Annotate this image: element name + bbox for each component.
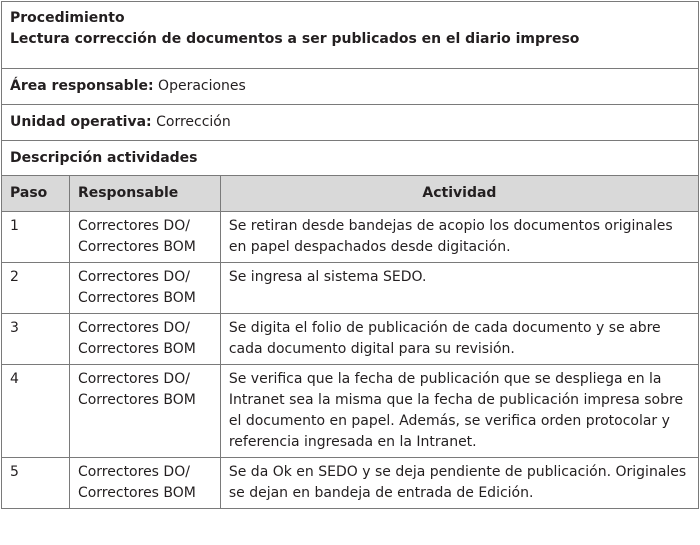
- area-label: Área responsable:: [10, 78, 154, 94]
- unit-value: Corrección: [156, 114, 231, 130]
- area-value: Operaciones: [158, 78, 246, 94]
- column-header-activity: Actividad: [220, 176, 698, 212]
- unit-row: [2, 105, 699, 141]
- step-activity: Se verifica que la fecha de publicación que se despliega en la Intranet sea la misma que la fecha de publicación impresa sobre el documento en papel. Además, se verifica orden protocolar y referencia ingresada en la Intranet.: [220, 365, 698, 458]
- step-activity: Se da Ok en SEDO y se deja pendiente de publicación. Originales se dejan en bandeja de entrada de Edición.: [220, 458, 698, 509]
- step-number: 4: [2, 365, 70, 458]
- step-number: 2: [2, 263, 70, 314]
- step-responsible: Correctores DO/ Correctores BOM: [69, 458, 220, 509]
- step-number: 3: [2, 314, 70, 365]
- procedure-header-row: [2, 2, 699, 69]
- column-header-row: [2, 176, 699, 212]
- table-row: [2, 458, 699, 509]
- table-row: [2, 263, 699, 314]
- table-row: [2, 365, 699, 458]
- step-number: 5: [2, 458, 70, 509]
- table-row: [2, 314, 699, 365]
- unit-label: Unidad operativa:: [10, 114, 152, 130]
- column-header-step: Paso: [2, 176, 70, 212]
- step-activity: Se digita el folio de publicación de cada documento y se abre cada documento digital para su revisión.: [220, 314, 698, 365]
- procedure-header: [2, 2, 699, 69]
- procedure-title: Lectura corrección de documentos a ser publicados en el diario impreso: [10, 31, 580, 47]
- step-responsible: Correctores DO/ Correctores BOM: [69, 314, 220, 365]
- step-activity: Se retiran desde bandejas de acopio los documentos originales en papel despachados desde digitación.: [220, 212, 698, 263]
- step-activity: Se ingresa al sistema SEDO.: [220, 263, 698, 314]
- step-number: 1: [2, 212, 70, 263]
- procedure-label: Procedimiento: [10, 10, 125, 26]
- step-responsible: Correctores DO/ Correctores BOM: [69, 365, 220, 458]
- step-responsible: Correctores DO/ Correctores BOM: [69, 263, 220, 314]
- column-header-responsible: Responsable: [69, 176, 220, 212]
- table-row: [2, 212, 699, 263]
- description-row: [2, 141, 699, 176]
- step-responsible: Correctores DO/ Correctores BOM: [69, 212, 220, 263]
- description-label: Descripción actividades: [2, 141, 699, 176]
- area-row: [2, 69, 699, 105]
- procedure-table: [1, 1, 699, 509]
